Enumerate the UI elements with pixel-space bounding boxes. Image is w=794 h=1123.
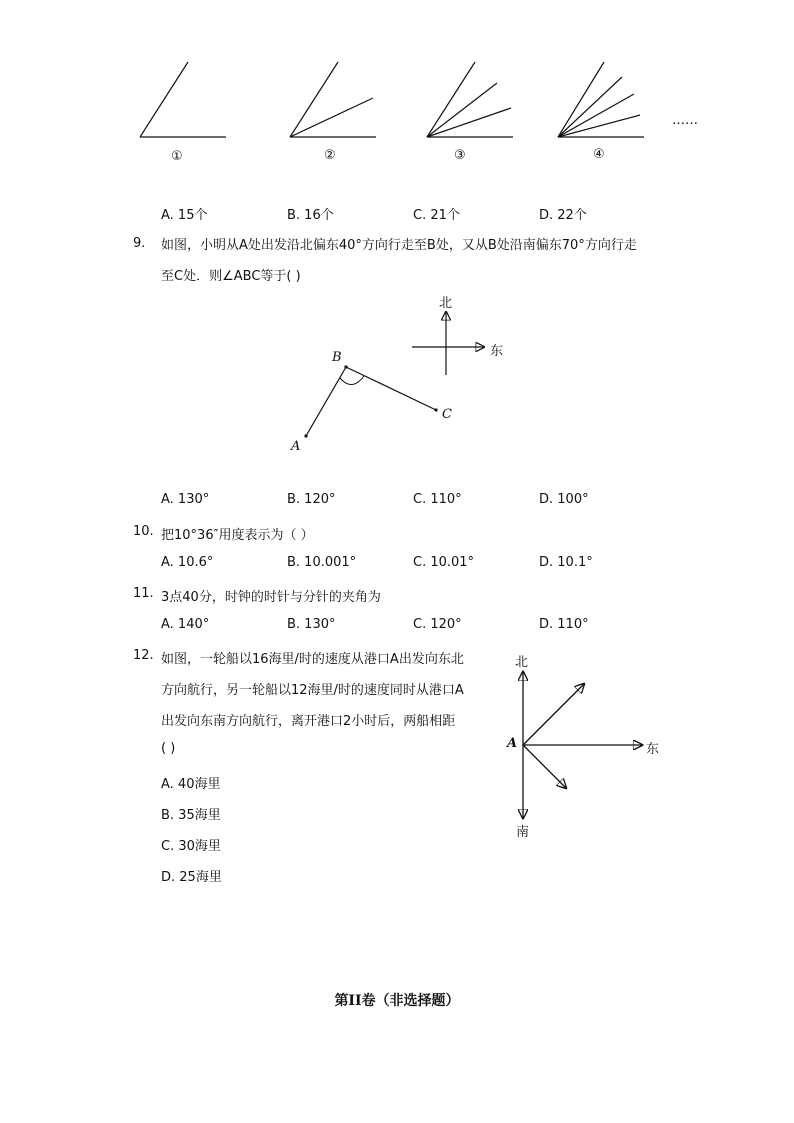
q11-option-d: D. 110° — [539, 617, 589, 632]
q9-label-b: B — [332, 350, 342, 365]
q12-southeast-arrow — [523, 745, 566, 788]
q8-figure-3 — [427, 62, 513, 137]
q8-option-a: A. 15个 — [161, 208, 208, 223]
q9-option-d: D. 100° — [539, 492, 589, 507]
q11-text: 3点40分，时钟的时针与分针的夹角为 — [161, 590, 381, 605]
q8-label-1: ① — [171, 149, 183, 164]
q8-figure-1 — [140, 62, 226, 137]
q9-number: 9. — [133, 236, 146, 251]
q11-option-b: B. 130° — [287, 617, 336, 632]
q12-option-a: A. 40海里 — [161, 777, 221, 792]
q8-option-c: C. 21个 — [413, 208, 460, 223]
q8-option-d: D. 22个 — [539, 208, 587, 223]
q12-north-label: 北 — [515, 655, 529, 670]
q9-option-c: C. 110° — [413, 492, 462, 507]
q9-diagram — [280, 290, 540, 460]
q12-diagram — [500, 660, 670, 830]
q10-option-d: D. 10.1° — [539, 555, 593, 570]
q8-ellipsis: …… — [672, 113, 698, 128]
q12-option-d: D. 25海里 — [161, 870, 222, 885]
section-title: 第II卷（非选择题） — [334, 993, 460, 1009]
q9-option-b: B. 120° — [287, 492, 336, 507]
q8-option-b: B. 16个 — [287, 208, 334, 223]
q10-option-c: C. 10.01° — [413, 555, 475, 570]
q12-south-label: 南 — [516, 825, 530, 840]
q11-option-a: A. 140° — [161, 617, 210, 632]
q9-text-line-2: 至C处．则∠ABC等于( ) — [161, 269, 301, 284]
q9-label-a: A — [291, 439, 301, 454]
q10-number: 10. — [133, 524, 154, 539]
q9-compass-north-label: 北 — [439, 296, 453, 311]
q9-compass-east-label: 东 — [490, 344, 504, 359]
q9-point-a — [304, 434, 307, 437]
q12-text-line-1: 如图，一轮船以16海里/时的速度从港口A出发向东北 — [161, 652, 464, 667]
q8-figure-2 — [290, 62, 376, 137]
q12-number: 12. — [133, 648, 154, 663]
q8-angle-figures — [0, 50, 794, 230]
q9-segment-bc — [346, 367, 436, 410]
q9-point-b — [344, 365, 347, 368]
q8-label-2: ② — [324, 148, 336, 163]
q8-label-4: ④ — [593, 147, 605, 162]
q9-segment-ab — [306, 367, 346, 436]
q12-east-label: 东 — [646, 742, 660, 757]
q9-option-a: A. 130° — [161, 492, 210, 507]
q8-figure-4 — [558, 62, 644, 137]
q11-option-c: C. 120° — [413, 617, 462, 632]
q8-label-3: ③ — [454, 148, 466, 163]
q12-option-b: B. 35海里 — [161, 808, 221, 823]
q12-text-line-3: 出发向东南方向航行，离开港口2小时后，两船相距 — [161, 714, 456, 729]
q11-number: 11. — [133, 586, 154, 601]
q9-text-line-1: 如图，小明从A处出发沿北偏东40°方向行走至B处，又从B处沿南偏东70°方向行走 — [161, 238, 637, 253]
q12-text-line-4: ( ) — [161, 741, 176, 756]
q9-point-c — [434, 408, 437, 411]
q12-northeast-arrow — [523, 684, 584, 745]
q12-option-c: C. 30海里 — [161, 839, 221, 854]
q10-option-a: A. 10.6° — [161, 555, 214, 570]
q12-text-line-2: 方向航行，另一轮船以12海里/时的速度同时从港口A — [161, 683, 464, 698]
q9-label-c: C — [442, 407, 452, 422]
q9-angle-arc — [340, 376, 364, 385]
q10-option-b: B. 10.001° — [287, 555, 357, 570]
q10-text: 把10°36″用度表示为（ ） — [161, 528, 314, 543]
q12-origin-label: A — [507, 736, 518, 751]
